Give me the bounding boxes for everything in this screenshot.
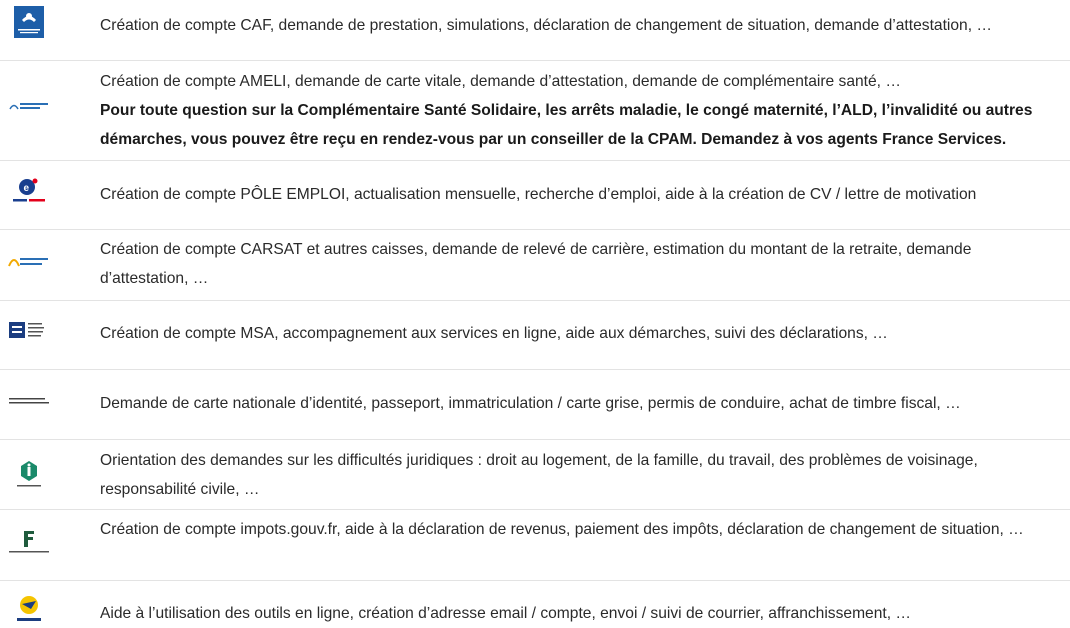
table-row xyxy=(0,61,1070,161)
description: Création de compte CARSAT et autres caisses, demande de relevé de carrière, estimation du montant de la retraite, demande d’attestation, … xyxy=(100,241,972,287)
ameli-logo-icon xyxy=(6,89,52,125)
table-row xyxy=(0,301,1070,370)
row-text xyxy=(100,319,1052,348)
row-text xyxy=(100,389,1052,418)
description: Création de compte MSA, accompagnement aux services en ligne, aide aux démarches, suivi des déclarations, … xyxy=(100,325,888,342)
description: Orientation des demandes sur les difficultés juridiques : droit au logement, de la famille, du travail, des problèmes de voisinage, responsabilité civile, … xyxy=(100,452,978,498)
description: Création de compte AMELI, demande de carte vitale, demande d’attestation, demande de complémentaire santé, … xyxy=(100,73,901,90)
row-text xyxy=(100,67,1052,154)
row-text xyxy=(100,446,1052,504)
table-row xyxy=(0,581,1070,628)
table-row xyxy=(0,440,1070,510)
table-row xyxy=(0,161,1070,230)
row-text xyxy=(100,599,1052,628)
impots-logo-icon xyxy=(6,524,52,560)
description: Création de compte CAF, demande de prestation, simulations, déclaration de changement de situation, demande d’attestation, … xyxy=(100,17,992,34)
description: Demande de carte nationale d’identité, passeport, immatriculation / carte grise, permis de conduire, achat de timbre fiscal, … xyxy=(100,395,961,412)
row-text xyxy=(100,11,1052,40)
msa-logo-icon xyxy=(6,313,52,349)
description: Aide à l’utilisation des outils en ligne, création d’adresse email / compte, envoi / suivi de courrier, affranchissement, … xyxy=(100,605,911,622)
description: Création de compte impots.gouv.fr, aide à la déclaration de revenus, paiement des impôts, déclaration de changement de situation, … xyxy=(100,521,1024,538)
table-row xyxy=(0,510,1070,581)
row-text xyxy=(100,180,1052,209)
justice-logo-icon xyxy=(6,456,52,492)
row-text xyxy=(100,515,1052,544)
ants-logo-icon xyxy=(6,384,52,420)
carsat-logo-icon xyxy=(6,244,52,280)
cpam-notice: Pour toute question sur la Complémentaire Santé Solidaire, les arrêts maladie, le congé maternité, l’ALD, l’invalidité ou autres démarches, vous pouvez être reçu en rendez-vous par un conseiller de la CPAM. Demandez à vos agents France Services. xyxy=(100,102,1033,148)
la-poste-logo-icon xyxy=(6,591,52,627)
table-row xyxy=(0,230,1070,301)
row-text xyxy=(100,235,1052,293)
table-row xyxy=(0,0,1070,61)
pole-emploi-logo-icon xyxy=(6,174,52,210)
table-row xyxy=(0,370,1070,440)
svg-text:e: e xyxy=(23,183,30,194)
caf-logo-icon xyxy=(6,4,52,40)
description: Création de compte PÔLE EMPLOI, actualisation mensuelle, recherche d’emploi, aide à la création de CV / lettre de motivation xyxy=(100,186,977,203)
